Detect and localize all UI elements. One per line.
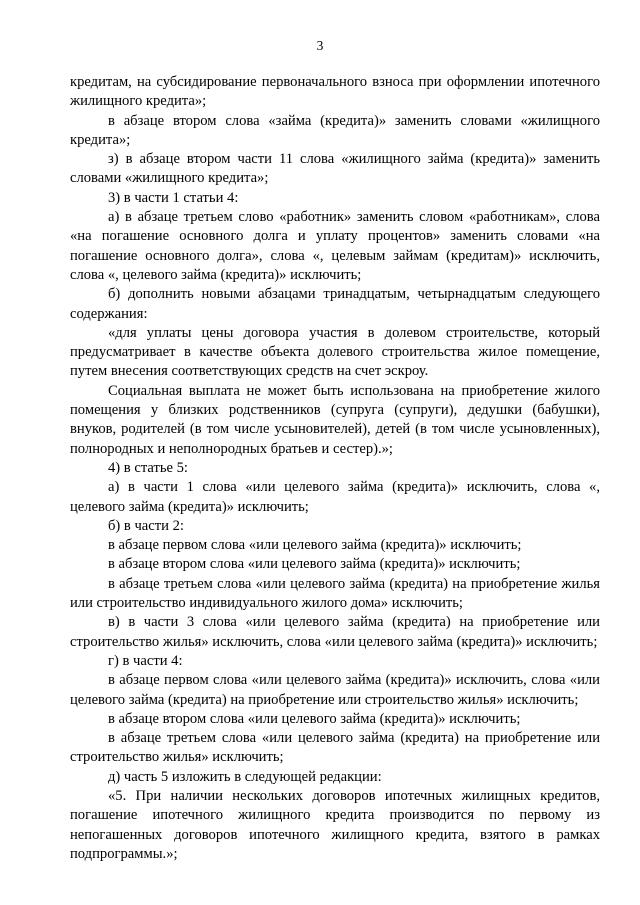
paragraph-13: в абзаце втором слова «или целевого займа (кредита)» исключить; [108,556,521,573]
paragraph-15: в) в части 3 слова «или целевого займа (кредита) на приобретение или строительство жилья» исключить, слова «или целевого займа (кредита)» исключить; [70,614,600,650]
page-number: 3 [316,38,324,53]
paragraph-6: б) дополнить новыми абзацами тринадцатым, четырнадцатым следующего содержания: [70,286,600,322]
paragraph-3: з) в абзаце втором части 11 слова «жилищного займа (кредита)» заменить словами «жилищного кредита»; [70,151,600,187]
paragraph-8: Социальная выплата не может быть использована на приобретение жилого помещения у близких родственников (супруга (супруги), дедушки (бабушки), внуков, родителей (в том числе усыновителей), детей (в том числе усыновленных), полнородных и неполнородных братьев и сестер).»; [70,382,600,457]
paragraph-4: 3) в части 1 статьи 4: [108,189,239,206]
paragraph-11: б) в части 2: [108,517,184,534]
paragraph-17: в абзаце первом слова «или целевого займа (кредита)» исключить, слова «или целевого займа (кредита) на приобретение или строительство жилья» исключить; [70,672,600,708]
paragraph-20: д) часть 5 изложить в следующей редакции: [108,768,382,785]
document-body [70,73,600,864]
paragraph-16: г) в части 4: [108,652,183,669]
paragraph-18: в абзаце втором слова «или целевого займа (кредита)» исключить; [108,710,521,727]
paragraph-10: а) в части 1 слова «или целевого займа (кредита)» исключить, слова «, целевого займа (кредита)» исключить; [70,479,600,515]
paragraph-9: 4) в статье 5: [108,459,188,476]
paragraph-7: «для уплаты цены договора участия в долевом строительстве, который предусматривает в качестве объекта долевого строительства жилое помещение, путем внесения соответствующих средств на счет эскроу. [70,324,600,380]
paragraph-12: в абзаце первом слова «или целевого займа (кредита)» исключить; [108,537,522,554]
paragraph-21: «5. При наличии нескольких договоров ипотечных жилищных кредитов, погашение ипотечного жилищного кредита производится по первому из непогашенных договоров ипотечного жилищного кредита, взятого в рамках подпрограммы.»; [70,787,600,862]
paragraph-1: кредитам, на субсидирование первоначального взноса при оформлении ипотечного жилищного кредита»; [70,74,600,110]
paragraph-19: в абзаце третьем слова «или целевого займа (кредита) на приобретение или строительство жилья» исключить; [70,730,600,766]
paragraph-5: а) в абзаце третьем слово «работник» заменить словом «работникам», слова «на погашение основного долга и уплату процентов» заменить словами «на погашение основного долга», слова «, целевым займам (кредитам)» исключить, слова «, целевого займа (кредита)» исключить; [70,209,600,283]
paragraph-14: в абзаце третьем слова «или целевого займа (кредита) на приобретение жилья или строительство индивидуального жилого дома» исключить; [70,575,600,612]
paragraph-2: в абзаце втором слова «займа (кредита)» заменить словами «жилищного кредита»; [70,112,600,148]
